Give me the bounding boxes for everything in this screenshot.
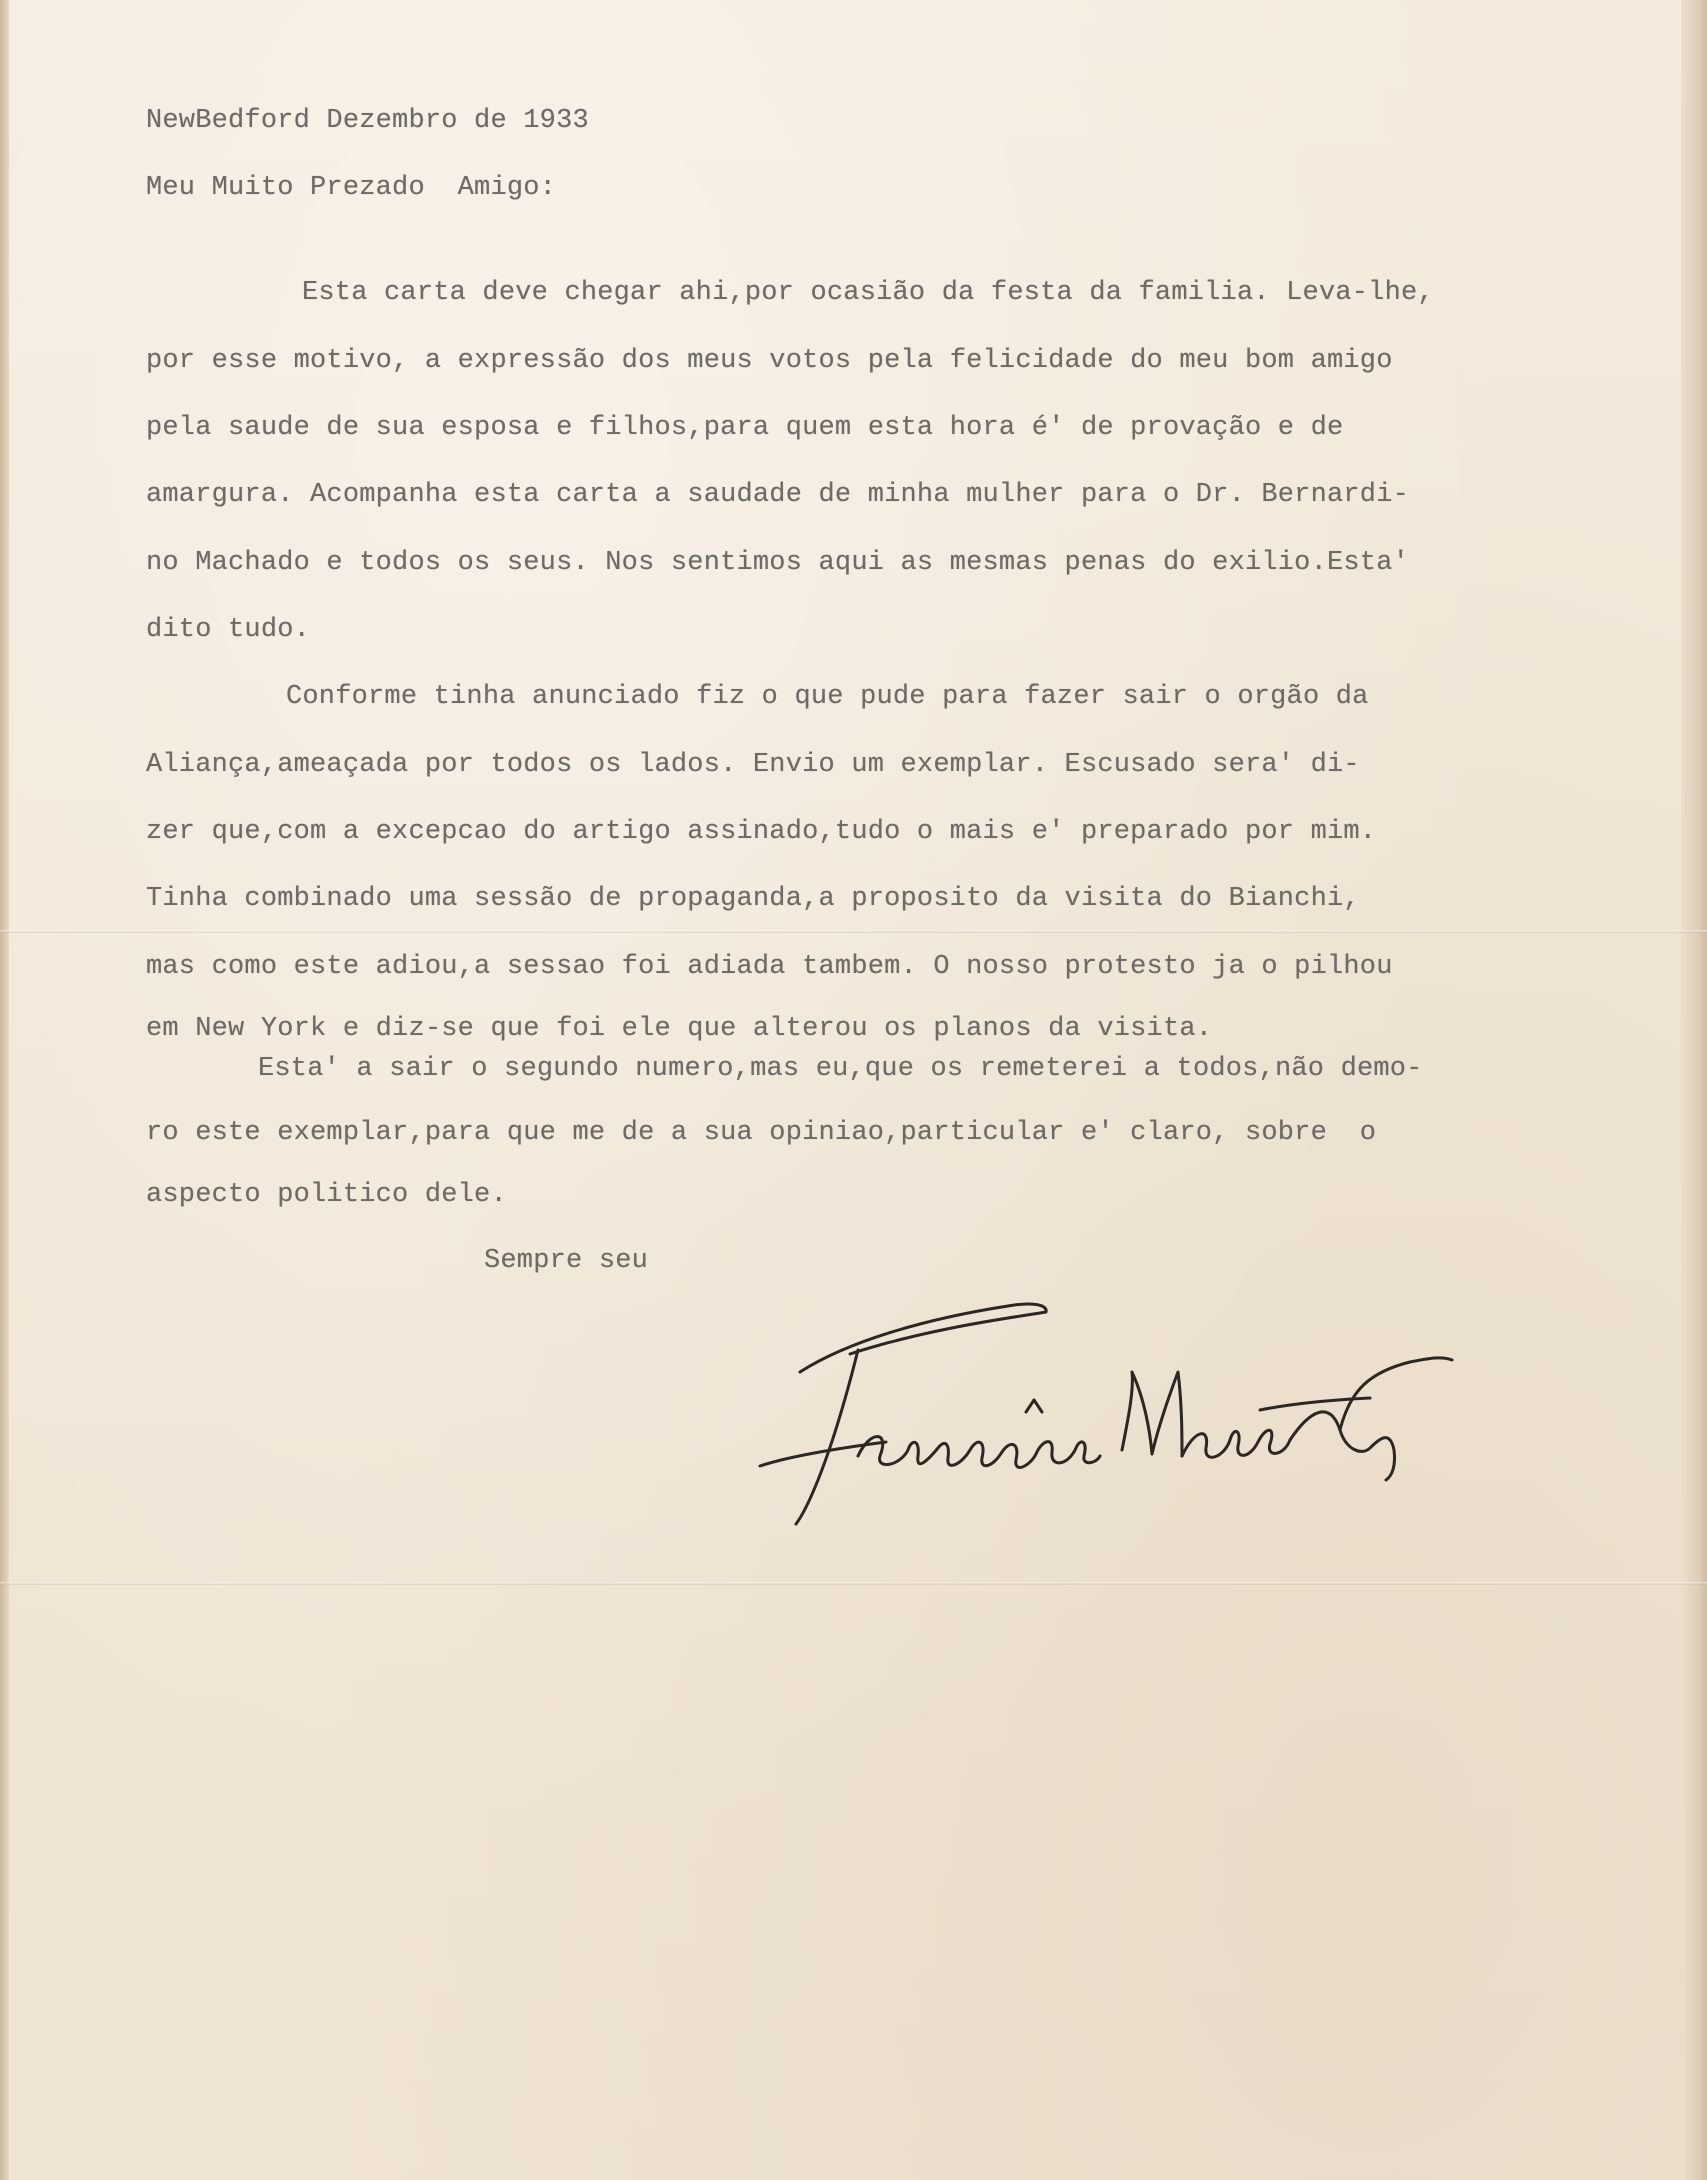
handwritten-signature	[730, 1280, 1520, 1550]
letter-date: NewBedford Dezembro de 1933	[146, 106, 589, 136]
body-line: por esse motivo, a expressão dos meus votos pela felicidade do meu bom amigo	[146, 346, 1393, 376]
body-line: Esta carta deve chegar ahi,por ocasião da festa da familia. Leva-lhe,	[302, 278, 1434, 308]
body-line: em New York e diz-se que foi ele que alterou os planos da visita.	[146, 1014, 1213, 1044]
body-line: ro este exemplar,para que me de a sua opiniao,particular e' claro, sobre o	[146, 1118, 1377, 1148]
letter-salutation: Meu Muito Prezado Amigo:	[146, 173, 557, 203]
fold-crease-lower	[0, 1582, 1707, 1585]
letter-closing: Sempre seu	[484, 1246, 649, 1276]
body-line: pela saude de sua esposa e filhos,para quem esta hora é' de provação e de	[146, 413, 1344, 443]
fold-crease-upper	[0, 930, 1707, 933]
body-line: Tinha combinado uma sessão de propaganda,a proposito da visita do Bianchi,	[146, 884, 1360, 914]
paper-left-edge	[0, 0, 9, 2180]
body-line: Esta' a sair o segundo numero,mas eu,que os remeterei a todos,não demo-	[258, 1054, 1423, 1084]
body-line: amargura. Acompanha esta carta a saudade de minha mulher para o Dr. Bernardi-	[146, 480, 1410, 510]
body-line: mas como este adiou,a sessao foi adiada tambem. O nosso protesto ja o pilhou	[146, 952, 1393, 982]
body-line: Conforme tinha anunciado fiz o que pude para fazer sair o orgão da	[286, 682, 1369, 712]
body-line: dito tudo.	[146, 615, 311, 645]
paper-right-edge	[1681, 0, 1707, 2180]
body-line: zer que,com a excepcao do artigo assinado,tudo o mais e' preparado por mim.	[146, 817, 1377, 847]
body-line: aspecto politico dele.	[146, 1180, 507, 1210]
body-line: Aliança,ameaçada por todos os lados. Envio um exemplar. Escusado sera' di-	[146, 750, 1360, 780]
body-line: no Machado e todos os seus. Nos sentimos aqui as mesmas penas do exilio.Esta'	[146, 548, 1410, 578]
